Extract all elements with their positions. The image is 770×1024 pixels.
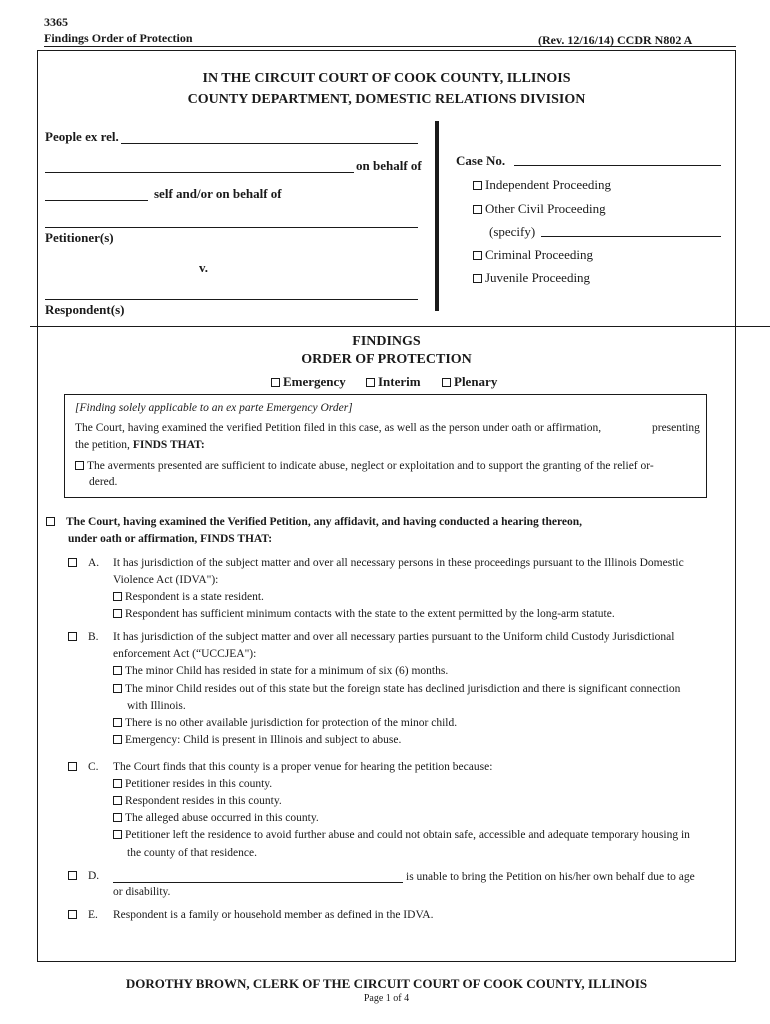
- section-d-label: D.: [88, 870, 100, 882]
- section-c-text: The Court finds that this county is a proper venue for hearing the petition because:: [113, 761, 493, 773]
- self-field[interactable]: [45, 200, 148, 201]
- ex-parte-note: [Finding solely applicable to an ex parte Emergency Order]: [75, 402, 353, 414]
- section-e[interactable]: [68, 909, 98, 921]
- doc-title: FINDINGS: [352, 334, 421, 349]
- section-c-opt-4-cont: the county of that residence.: [127, 847, 257, 859]
- section-b-opt-2-checkbox[interactable]: [113, 684, 122, 693]
- header-rule: [44, 46, 736, 47]
- form-border: [37, 50, 736, 962]
- ex-parte-text-1: The Court, having examined the verified Petition filed in this case, as well as the person under oath or affirmation,: [75, 422, 602, 434]
- section-a-checkbox[interactable]: [68, 558, 77, 567]
- section-c-opt-1-checkbox[interactable]: [113, 779, 122, 788]
- interim-label: Interim: [378, 374, 421, 389]
- section-b-opt-4-checkbox[interactable]: [113, 735, 122, 744]
- revision-code: (Rev. 12/16/14) CCDR N802 A: [538, 33, 693, 47]
- specify-label: (specify): [489, 224, 536, 239]
- section-c-opt-3-label: The alleged abuse occurred in this county.: [125, 812, 319, 824]
- section-d-field[interactable]: [113, 882, 403, 883]
- case-no-field[interactable]: [514, 165, 721, 166]
- juvenile-checkbox[interactable]: [473, 274, 482, 283]
- section-e-text: Respondent is a family or household member as defined in the IDVA.: [113, 909, 434, 921]
- section-b-opt-2-cont: with Illinois.: [127, 700, 186, 712]
- other-civil-checkbox[interactable]: [473, 205, 482, 214]
- hearing-text: The Court, having examined the Verified Petition, any affidavit, and having conducted a hearing thereon,: [66, 516, 583, 528]
- section-c-opt-2-checkbox[interactable]: [113, 796, 122, 805]
- section-a-label: A.: [88, 557, 100, 569]
- section-a-text: It has jurisdiction of the subject matter and over all necessary persons in these proceedings pursuant to the Illinois Domestic: [113, 557, 684, 569]
- section-c-opt-4-label: Petitioner left the residence to avoid further abuse and could not obtain safe, accessible and adequate temporary housing in: [125, 829, 690, 841]
- respondent-field[interactable]: [45, 299, 418, 300]
- on-behalf-field[interactable]: [45, 172, 354, 173]
- section-d-text: is unable to bring the Petition on his/her own behalf due to age: [406, 871, 695, 883]
- caption-rule: [30, 326, 770, 327]
- page-number: Page 1 of 4: [363, 993, 410, 1004]
- section-b[interactable]: [68, 631, 99, 643]
- section-b-opt-1[interactable]: [113, 665, 448, 677]
- respondents-label: Respondent(s): [45, 302, 125, 317]
- section-b-opt-1-label: The minor Child has resided in state for a minimum of six (6) months.: [125, 665, 449, 677]
- section-d-checkbox[interactable]: [68, 871, 77, 880]
- section-b-opt-3-checkbox[interactable]: [113, 718, 122, 727]
- caption-rule-tick: [37, 320, 38, 334]
- section-c-label: C.: [88, 761, 99, 773]
- section-e-checkbox[interactable]: [68, 910, 77, 919]
- plenary-label: Plenary: [454, 374, 498, 389]
- section-b-text: It has jurisdiction of the subject matter and over all necessary parties pursuant to the Uniform child Custody Jurisdictional: [113, 631, 675, 643]
- section-c-opt-2-label: Respondent resides in this county.: [125, 795, 282, 807]
- section-b-opt-4-label: Emergency: Child is present in Illinois and subject to abuse.: [125, 734, 402, 746]
- section-b-label: B.: [88, 631, 99, 643]
- averments-checkbox[interactable]: [75, 461, 84, 470]
- section-d[interactable]: [68, 870, 99, 882]
- petitioner-field[interactable]: [45, 227, 418, 228]
- section-c-opt-3-checkbox[interactable]: [113, 813, 122, 822]
- section-b-text-cont: enforcement Act (“UCCJEA"):: [113, 648, 257, 660]
- averments-option[interactable]: [75, 460, 654, 472]
- section-a[interactable]: [68, 557, 99, 569]
- section-a-opt-2-checkbox[interactable]: [113, 609, 122, 618]
- hearing-checkbox[interactable]: [46, 517, 55, 526]
- case-no-label: Case No.: [456, 153, 506, 168]
- section-a-opt-1[interactable]: [113, 591, 264, 603]
- self-label: self and/or on behalf of: [154, 186, 282, 201]
- criminal-checkbox[interactable]: [473, 251, 482, 260]
- doc-subtitle: ORDER OF PROTECTION: [301, 352, 472, 367]
- section-c-checkbox[interactable]: [68, 762, 77, 771]
- criminal-option[interactable]: [473, 247, 593, 263]
- ex-parte-text-2: the petition,: [75, 439, 130, 451]
- juvenile-option[interactable]: [473, 270, 590, 286]
- caption-divider: [435, 121, 439, 311]
- section-b-opt-4[interactable]: [113, 734, 401, 746]
- people-ex-rel-field[interactable]: [121, 143, 418, 144]
- court-name: IN THE CIRCUIT COURT OF COOK COUNTY, ILLINOIS: [202, 71, 571, 86]
- interim-option[interactable]: [366, 374, 421, 390]
- on-behalf-label: on behalf of: [356, 158, 422, 173]
- averments-text: The averments presented are sufficient to indicate abuse, neglect or exploitation and to support the granting of the relief or-: [87, 460, 654, 472]
- petitioners-label: Petitioner(s): [45, 230, 114, 245]
- section-b-opt-3-label: There is no other available jurisdiction for protection of the minor child.: [125, 717, 458, 729]
- section-c[interactable]: [68, 761, 99, 773]
- ex-parte-finds: FINDS THAT:: [132, 439, 205, 451]
- independent-option[interactable]: [473, 177, 611, 193]
- section-c-opt-3[interactable]: [113, 812, 319, 824]
- section-b-opt-2-label: The minor Child resides out of this state but the foreign state has declined jurisdiction and there is significant connection: [125, 683, 681, 695]
- section-b-opt-3[interactable]: [113, 717, 457, 729]
- averments-text-cont: dered.: [89, 476, 118, 488]
- plenary-checkbox[interactable]: [442, 378, 451, 387]
- section-a-opt-2-label: Respondent has sufficient minimum contacts with the state to the extent permitted by the long-arm statute.: [125, 608, 615, 620]
- other-civil-label: Other Civil Proceeding: [485, 201, 606, 216]
- section-c-opt-2[interactable]: [113, 795, 282, 807]
- section-c-opt-1[interactable]: [113, 778, 272, 790]
- section-b-opt-1-checkbox[interactable]: [113, 666, 122, 675]
- section-a-opt-1-checkbox[interactable]: [113, 592, 122, 601]
- plenary-option[interactable]: [442, 374, 497, 390]
- criminal-label: Criminal Proceeding: [485, 247, 593, 262]
- independent-label: Independent Proceeding: [485, 177, 611, 192]
- juvenile-label: Juvenile Proceeding: [485, 270, 591, 285]
- emergency-option[interactable]: [271, 374, 346, 390]
- ex-parte-presenting: presenting: [652, 422, 700, 434]
- section-b-opt-2[interactable]: [113, 683, 680, 695]
- people-ex-rel-label: People ex rel.: [45, 129, 119, 144]
- section-a-text-cont: Violence Act (IDVA"):: [113, 574, 219, 586]
- form-name: Findings Order of Protection: [44, 31, 193, 45]
- section-d-text-cont: or disability.: [113, 886, 171, 898]
- specify-field[interactable]: [541, 236, 721, 237]
- versus-label: v.: [199, 260, 209, 275]
- form-number: 3365: [44, 15, 68, 29]
- other-civil-option[interactable]: [473, 201, 606, 217]
- section-e-label: E.: [88, 909, 98, 921]
- interim-checkbox[interactable]: [366, 378, 375, 387]
- hearing-text-cont: under oath or affirmation, FINDS THAT:: [68, 533, 273, 545]
- hearing-option[interactable]: [46, 516, 582, 528]
- section-c-opt-4-checkbox[interactable]: [113, 830, 122, 839]
- section-c-opt-4[interactable]: [113, 829, 690, 841]
- emergency-checkbox[interactable]: [271, 378, 280, 387]
- court-division: COUNTY DEPARTMENT, DOMESTIC RELATIONS DIVISION: [187, 92, 586, 107]
- section-b-checkbox[interactable]: [68, 632, 77, 641]
- independent-checkbox[interactable]: [473, 181, 482, 190]
- section-a-opt-1-label: Respondent is a state resident.: [125, 591, 264, 603]
- emergency-label: Emergency: [283, 374, 346, 389]
- clerk-footer: DOROTHY BROWN, CLERK OF THE CIRCUIT COURT OF COOK COUNTY, ILLINOIS: [125, 976, 648, 991]
- section-c-opt-1-label: Petitioner resides in this county.: [125, 778, 273, 790]
- section-a-opt-2[interactable]: [113, 608, 615, 620]
